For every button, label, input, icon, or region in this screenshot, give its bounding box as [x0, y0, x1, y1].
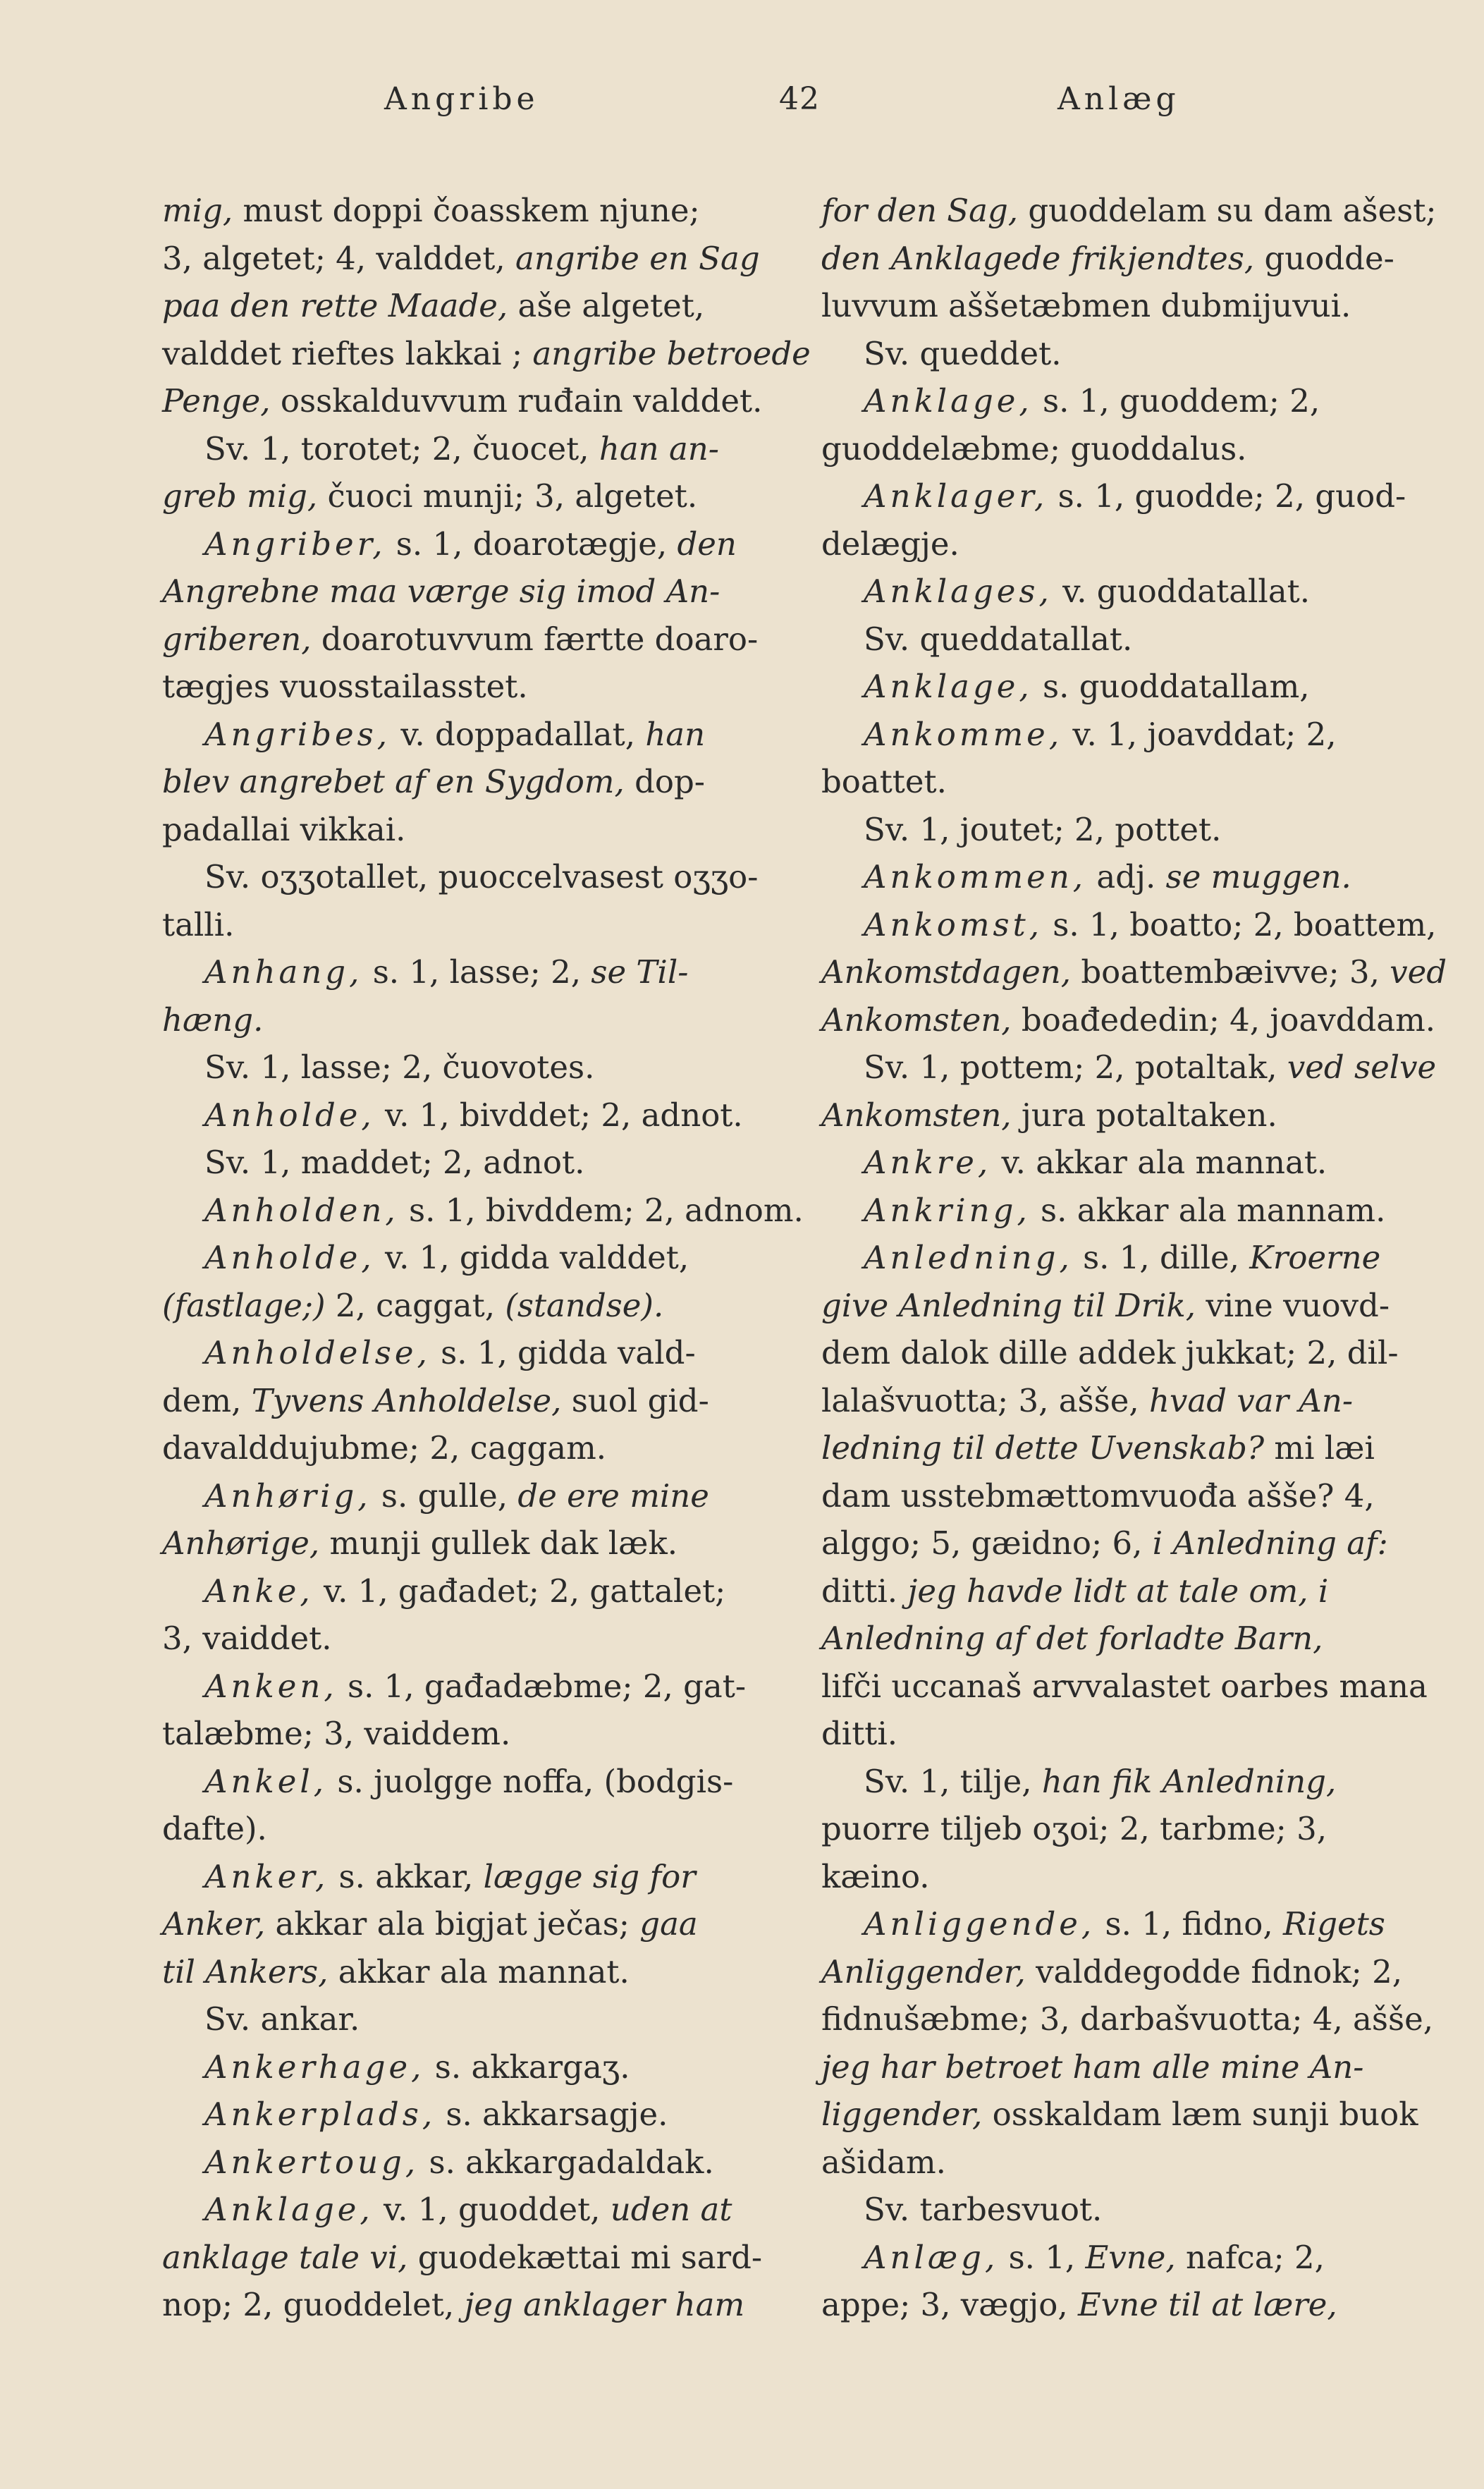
text-segment: Sv. 1, joutet; 2, pottet.	[864, 810, 1222, 848]
italic-text: den	[677, 525, 737, 563]
right-column	[821, 187, 1447, 2329]
text-line	[162, 1519, 779, 1567]
text-line	[162, 1329, 779, 1377]
italic-text: Kroerne	[1249, 1239, 1381, 1276]
text-segment: v. 1, gidda valddet,	[374, 1239, 689, 1276]
italic-text: han an-	[599, 429, 719, 467]
text-line	[821, 1995, 1438, 2043]
text-segment: 2, caggat,	[325, 1286, 505, 1324]
italic-text: Evne til at lære,	[1077, 2286, 1337, 2323]
text-segment: ditti.	[821, 1572, 908, 1610]
text-segment: lalašvuotta; 3, ašše,	[821, 1381, 1149, 1419]
text-line	[821, 1663, 1438, 1711]
text-segment: doarotuvvum færtte doaro-	[311, 620, 759, 658]
text-line	[821, 568, 1438, 616]
text-segment: v. 1, gađadet; 2, gattalet;	[313, 1572, 726, 1610]
text-line	[162, 282, 779, 330]
text-line	[162, 2139, 779, 2187]
text-line	[162, 1663, 779, 1711]
italic-text: for den Sag,	[821, 192, 1019, 229]
text-segment: guoddelam su dam ašest;	[1018, 192, 1437, 229]
italic-text: hvad var An-	[1149, 1381, 1354, 1419]
text-segment: v. 1, guoddet,	[373, 2191, 611, 2228]
text-line	[821, 1519, 1438, 1567]
headword: Anliggende,	[864, 1905, 1096, 1943]
italic-text: angribe en Sag	[515, 239, 760, 277]
text-segment: v. 1, joavddat; 2,	[1062, 715, 1337, 753]
text-segment: s. gulle,	[371, 1476, 518, 1515]
text-segment: adj.	[1086, 858, 1166, 895]
headword: Anklage,	[204, 2191, 374, 2228]
text-line	[162, 330, 811, 378]
headword: Anklage,	[864, 382, 1033, 420]
italic-text: liggender,	[821, 2096, 983, 2133]
text-line	[162, 1377, 779, 1425]
text-segment: dafte).	[162, 1810, 267, 1847]
text-segment: osskaldam læm sunji buok	[982, 2096, 1418, 2133]
text-line	[821, 2091, 1438, 2139]
text-line	[162, 711, 779, 759]
text-line	[162, 2043, 779, 2091]
text-line	[162, 520, 779, 568]
text-segment: padallai vikkai.	[162, 810, 406, 848]
text-line	[162, 996, 779, 1044]
text-segment: guodde-	[1254, 239, 1394, 277]
text-line	[821, 1948, 1438, 1996]
text-line	[821, 806, 1438, 854]
italic-text: blev angrebet af en Sygdom,	[162, 763, 625, 800]
headword: Ankertoug,	[204, 2143, 419, 2181]
italic-text: den Anklagede frikjendtes,	[821, 239, 1255, 277]
text-line	[162, 568, 779, 616]
text-line	[162, 1091, 779, 1139]
text-line	[821, 948, 1447, 996]
text-segment: akkar ala mannat.	[328, 1952, 630, 1990]
text-line	[821, 425, 1438, 473]
italic-text: Penge,	[162, 382, 271, 420]
text-segment: boađededin; 4, joavddam.	[1011, 1001, 1436, 1039]
text-line	[162, 1710, 779, 1758]
text-segment: s. akkarsagje.	[436, 2096, 668, 2133]
header-left-guideword: Angribe	[384, 81, 539, 117]
text-segment: s. 1, fidno,	[1095, 1905, 1283, 1943]
text-segment: dop-	[624, 763, 705, 800]
text-segment: Sv. 1, maddet; 2, adnot.	[204, 1144, 585, 1181]
text-segment: tægjes vuosstailasstet.	[162, 668, 528, 705]
text-line	[821, 996, 1438, 1044]
text-line	[162, 1234, 779, 1282]
italic-text: han fik Anledning,	[1041, 1762, 1337, 1800]
text-line	[821, 663, 1438, 711]
text-segment: Sv. ankar.	[204, 2000, 360, 2038]
text-segment: akkar ala bigjat ječas;	[265, 1905, 640, 1943]
headword: Ankre,	[864, 1144, 992, 1181]
text-segment: 3, vaiddet.	[162, 1620, 332, 1657]
italic-text: til Ankers,	[162, 1952, 329, 1990]
text-segment: Sv. 1, pottem; 2, potaltak,	[864, 1048, 1287, 1086]
italic-text: jeg anklager ham	[464, 2286, 745, 2323]
text-line	[821, 853, 1438, 901]
italic-text: i Anledning af:	[1152, 1524, 1388, 1562]
text-line	[162, 758, 779, 806]
text-line	[821, 377, 1438, 425]
text-line	[162, 187, 779, 235]
text-segment: Sv. 1, torotet; 2, čuocet,	[204, 429, 599, 467]
text-line	[162, 1472, 779, 1520]
text-segment: dem,	[162, 1381, 252, 1419]
italic-text: give Anledning til Drik,	[821, 1286, 1196, 1324]
left-column	[162, 187, 811, 2329]
text-segment: vine vuovd-	[1196, 1286, 1390, 1324]
text-segment: s. akkar,	[329, 1857, 484, 1895]
text-segment: s. 1, gidda vald-	[430, 1334, 696, 1371]
italic-text: mig,	[162, 192, 233, 229]
text-line	[821, 2043, 1438, 2091]
headword: Ankomme,	[864, 715, 1063, 753]
headword: Anlæg,	[864, 2238, 999, 2276]
text-line	[821, 2186, 1438, 2234]
headword: Angribes,	[204, 715, 391, 753]
text-line	[821, 1615, 1438, 1663]
italic-text: griberen,	[162, 620, 312, 658]
text-line	[162, 1900, 779, 1948]
text-line	[821, 1900, 1438, 1948]
text-line	[821, 1282, 1438, 1330]
text-line	[162, 901, 779, 949]
text-line	[162, 235, 779, 283]
text-line	[821, 1091, 1438, 1139]
text-line	[821, 235, 1438, 283]
text-line	[162, 853, 779, 901]
text-segment: alggo; 5, gæidno; 6,	[821, 1524, 1153, 1562]
text-segment: dem dalok dille addek jukkat; 2, dil-	[821, 1334, 1399, 1371]
headword: Anholden,	[204, 1191, 399, 1229]
text-segment: aše algetet,	[508, 287, 705, 324]
text-segment: must doppi čoasskem njune;	[233, 192, 700, 229]
italic-text: han	[645, 715, 706, 753]
text-segment: davalddujubme; 2, caggam.	[162, 1429, 607, 1467]
text-line	[821, 472, 1438, 520]
text-segment: v. akkar ala mannat.	[991, 1144, 1327, 1181]
text-line	[821, 1805, 1438, 1853]
text-line	[821, 1187, 1438, 1235]
text-line	[162, 2091, 779, 2139]
text-line	[162, 1805, 779, 1853]
text-segment: s. akkargadaldak.	[419, 2143, 714, 2181]
italic-text: Anhørige,	[162, 1524, 320, 1562]
italic-text: se Til-	[591, 953, 689, 991]
headword: Ankerplads,	[204, 2096, 436, 2133]
text-segment: appe; 3, vægjo,	[821, 2286, 1078, 2323]
text-segment: munji gullek dak læk.	[319, 1524, 678, 1562]
text-segment: mi læi	[1264, 1429, 1375, 1467]
text-line	[821, 2139, 1438, 2187]
text-line	[821, 1424, 1438, 1472]
text-line	[162, 1758, 779, 1806]
text-line	[162, 472, 779, 520]
italic-text: Anker,	[162, 1905, 266, 1943]
text-segment: čuoci munji; 3, algetet.	[317, 477, 698, 515]
italic-text: se muggen.	[1165, 858, 1351, 895]
text-line	[162, 806, 779, 854]
text-segment: nop; 2, guoddelet,	[162, 2286, 465, 2323]
text-line	[162, 2186, 779, 2234]
italic-text: lægge sig for	[483, 1857, 696, 1895]
text-line	[162, 1615, 779, 1663]
text-line	[162, 1948, 779, 1996]
text-segment: puorre tiljeb oʒoi; 2, tarbme; 3,	[821, 1810, 1327, 1847]
headword: Anklage,	[864, 668, 1033, 705]
text-segment: jura potaltaken.	[1011, 1096, 1277, 1134]
text-segment: valddegodde fidnok; 2,	[1025, 1952, 1403, 1990]
text-line	[821, 2234, 1438, 2282]
text-segment: fidnušæbme; 3, darbašvuotta; 4, ašše,	[821, 2000, 1434, 2038]
text-segment: s. 1, boatto; 2, boattem,	[1043, 905, 1437, 943]
italic-text: anklage tale vi,	[162, 2238, 408, 2276]
headword: Ankring,	[864, 1191, 1031, 1229]
text-line	[162, 1424, 779, 1472]
text-line	[821, 901, 1438, 949]
headword: Anledning,	[864, 1239, 1073, 1276]
text-line	[162, 1187, 804, 1235]
italic-text: ledning til dette Uvenskab?	[821, 1429, 1265, 1467]
text-segment: v. doppadallat,	[391, 715, 646, 753]
italic-text: hæng.	[162, 1001, 264, 1039]
text-line	[821, 711, 1438, 759]
text-segment: s. 1, doarotægje,	[386, 525, 677, 563]
text-line	[162, 1995, 779, 2043]
text-line	[821, 1044, 1438, 1091]
text-line	[821, 1139, 1438, 1187]
text-segment: boattet.	[821, 763, 947, 800]
text-line	[821, 758, 1438, 806]
text-segment: Sv. tarbesvuot.	[864, 2191, 1103, 2228]
text-line	[821, 1234, 1438, 1282]
text-line	[821, 1758, 1438, 1806]
italic-text: (fastlage;)	[162, 1286, 326, 1324]
italic-text: Anledning af det forladte Barn,	[821, 1620, 1323, 1657]
headword: Anklager,	[864, 477, 1048, 515]
text-segment: Sv. queddet.	[864, 334, 1062, 372]
headword: Ankomst,	[864, 905, 1043, 943]
text-line	[821, 1567, 1438, 1615]
text-segment: guoddelæbme; guoddalus.	[821, 429, 1247, 467]
text-line	[162, 2234, 779, 2282]
page-number: 42	[779, 81, 820, 117]
italic-text: de ere mine	[517, 1476, 709, 1515]
text-line	[821, 187, 1438, 235]
text-segment: s. 1, bivddem; 2, adnom.	[398, 1191, 804, 1229]
text-line	[162, 1853, 779, 1901]
text-line	[162, 1044, 779, 1091]
text-segment: valddet rieftes lakkai ;	[162, 334, 533, 372]
text-segment: talæbme; 3, vaiddem.	[162, 1715, 511, 1752]
text-segment: s. 1, guoddem; 2,	[1032, 382, 1320, 420]
italic-text: gaa	[639, 1905, 698, 1943]
text-line	[821, 1710, 1438, 1758]
text-line	[821, 330, 1438, 378]
headword: Anhang,	[204, 953, 363, 991]
text-segment: s. juolgge noffa, (bodgis-	[327, 1762, 734, 1800]
italic-text: Anliggender,	[821, 1952, 1026, 1990]
running-header	[162, 81, 1357, 130]
text-segment: s. 1,	[998, 2238, 1086, 2276]
headword: Anker,	[204, 1857, 329, 1895]
text-segment: s. guoddatallam,	[1032, 668, 1310, 705]
text-line	[162, 1282, 779, 1330]
italic-text: jeg har betroet ham alle mine An-	[821, 2048, 1364, 2086]
text-segment: ditti.	[821, 1715, 898, 1752]
text-segment: kæino.	[821, 1857, 930, 1895]
text-segment: suol gid-	[561, 1381, 709, 1419]
text-line	[821, 1377, 1438, 1425]
text-segment: v. guoddatallat.	[1052, 573, 1311, 610]
headword: Anken,	[204, 1667, 338, 1705]
headword: Ankommen,	[864, 858, 1087, 895]
headword: Anhørig,	[204, 1476, 372, 1515]
text-segment: boattembæivve; 3,	[1071, 953, 1390, 991]
text-line	[821, 616, 1438, 663]
text-segment: 3, algetet; 4, valddet,	[162, 239, 515, 277]
headword: Anholdelse,	[204, 1334, 431, 1371]
headword: Anklages,	[864, 573, 1053, 610]
text-segment: nafca; 2,	[1175, 2238, 1325, 2276]
text-segment: s. akkargaʒ.	[424, 2048, 630, 2086]
text-segment: Sv. queddatallat.	[864, 620, 1133, 658]
text-line	[162, 377, 779, 425]
italic-text: paa den rette Maade,	[162, 287, 508, 324]
italic-text: ved	[1390, 953, 1447, 991]
headword: Ankel,	[204, 1762, 328, 1800]
italic-text: Ankomsten,	[821, 1096, 1012, 1134]
italic-text: ved selve	[1287, 1048, 1437, 1086]
text-line	[821, 1472, 1438, 1520]
text-line	[821, 2281, 1438, 2329]
text-line	[162, 1567, 779, 1615]
italic-text: greb mig,	[162, 477, 318, 515]
text-segment: s. akkar ala mannam.	[1030, 1191, 1386, 1229]
text-segment: Sv. oʒʒotallet, puoccelvasest oʒʒo-	[204, 858, 759, 895]
text-line	[162, 1139, 779, 1187]
text-segment: s. 1, gađadæbme; 2, gat-	[337, 1667, 747, 1705]
text-segment: s. 1, guodde; 2, guod-	[1048, 477, 1406, 515]
text-line	[162, 425, 779, 473]
headword: Anholde,	[204, 1239, 375, 1276]
text-segment: luvvum aššetæbmen dubmijuvui.	[821, 287, 1351, 324]
text-segment: Sv. 1, lasse; 2, čuovotes.	[204, 1048, 595, 1086]
text-line	[162, 616, 779, 663]
text-segment: v. 1, bivddet; 2, adnot.	[374, 1096, 743, 1134]
text-segment: Sv. 1, tilje,	[864, 1762, 1042, 1800]
headword: Ankerhage,	[204, 2048, 425, 2086]
text-line	[162, 948, 779, 996]
text-segment: s. 1, lasse; 2,	[362, 953, 591, 991]
italic-text: (standse).	[505, 1286, 664, 1324]
text-line	[821, 520, 1438, 568]
italic-text: Ankomsten,	[821, 1001, 1012, 1039]
headword: Angriber,	[204, 525, 386, 563]
text-segment: osskalduvvum ruđain valddet.	[270, 382, 763, 420]
text-line	[821, 1329, 1438, 1377]
italic-text: Evne,	[1085, 2238, 1176, 2276]
italic-text: Ankomstdagen,	[821, 953, 1072, 991]
text-segment: talli.	[162, 905, 235, 943]
text-segment: delægje.	[821, 525, 959, 563]
headword: Anke,	[204, 1572, 314, 1610]
text-segment: s. 1, dille,	[1072, 1239, 1250, 1276]
text-line	[162, 2281, 779, 2329]
text-line	[162, 663, 779, 711]
italic-text: angribe betroede	[532, 334, 811, 372]
text-segment: dam usstebmættomvuođa ašše? 4,	[821, 1476, 1375, 1515]
text-segment: ašidam.	[821, 2143, 946, 2181]
text-line	[821, 1853, 1438, 1901]
text-line	[821, 282, 1438, 330]
headword: Anholde,	[204, 1096, 375, 1134]
text-segment: lifči uccanaš arvvalastet oarbes mana	[821, 1667, 1428, 1705]
italic-text: jeg havde lidt at tale om, i	[907, 1572, 1329, 1610]
italic-text: Tyvens Anholdelse,	[251, 1381, 562, 1419]
italic-text: Rigets	[1282, 1905, 1385, 1943]
italic-text: uden at	[610, 2191, 732, 2228]
text-segment: guodekættai mi sard-	[407, 2238, 763, 2276]
italic-text: Angrebne maa værge sig imod An-	[162, 573, 720, 610]
header-right-guideword: Anlæg	[1057, 81, 1180, 117]
